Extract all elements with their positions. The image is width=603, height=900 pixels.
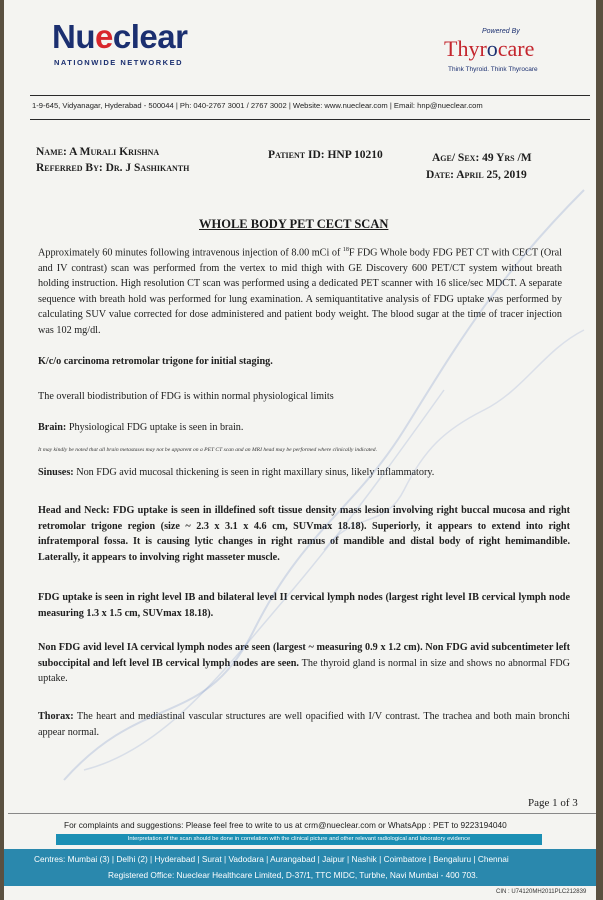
non-avid-nodes-finding: Non FDG avid level IA cervical lymph nodes are seen (largest ~ measuring 0.9 x 1.2 cm). Non FDG avid subcentimeter left suboccipital and left level IB cervical lymph nodes are seen. The thyroid gland is normal in size and shows no abnormal FDG uptake.	[38, 642, 570, 684]
thyrocare-logo: Thyrocare	[444, 36, 535, 61]
thyrocare-tagline: Think Thyroid. Think Thyrocare	[448, 66, 538, 73]
page-number: Page 1 of 3	[528, 797, 578, 809]
sinuses-finding: Sinuses: Non FDG avid mucosal thickening is seen in right maxillary sinus, likely inflammatory.	[38, 467, 435, 478]
brain-note: It may kindly be noted that all brain metastases may not be apparent on a PET CT scan and an MRI head may be performed where clinically indicated.	[38, 447, 377, 453]
referred-by: Referred By: Dr. J Sashikanth	[36, 162, 190, 174]
thorax-finding: Thorax: The heart and mediastinal vascular structures are well opacified with I/V contrast. The trachea and both main bronchi appear normal.	[38, 711, 570, 738]
address-line: 1-9-645, Vidyanagar, Hyderabad - 500044 | Ph: 040-2767 3001 / 2767 3002 | Website: www.nueclear.com | Email: hnp@nueclear.com	[32, 101, 483, 110]
cin-number: CIN : U74120MH2011PLC212839	[496, 889, 587, 895]
header-divider-bottom	[30, 119, 590, 120]
report-title: WHOLE BODY PET CECT SCAN	[199, 217, 389, 231]
patient-id: Patient ID: HNP 10210	[268, 149, 383, 161]
complaints-line: For complaints and suggestions: Please feel free to write to us at crm@nueclear.com or WhatsApp : PET to 9223194040	[64, 820, 507, 830]
centres-list: Centres: Mumbai (3) | Delhi (2) | Hyderabad | Surat | Vadodara | Aurangabad | Jaipur | Nashik | Coimbatore | Bengaluru | Chennai	[34, 854, 509, 864]
age-sex: Age/ Sex: 49 Yrs /M	[432, 152, 532, 164]
procedure-paragraph: Approximately 60 minutes following intravenous injection of 8.00 mCi of $^{18}$F FDG Whole body FDG PET CT with CECT (Oral and IV contrast) scan was performed from the vertex to mid thigh with GE Discovery 600 PET/CT system without breath holding instruction. High resolution CT scan was performed using a dedicated PET scanner with 16 slice/sec MDCT. A separate sequence with breath hold was performed for lung examination. A semiquantitative analysis of FDG uptake was performed by calculating SUV value corrected for dose administered and patient body weight. The blood sugar at the time of tracer injection was 102 mg/dl.	[38, 247, 562, 336]
indication: K/c/o carcinoma retromolar trigone for initial staging.	[38, 356, 273, 367]
logo-subtitle: NATIONWIDE NETWORKED	[54, 58, 184, 67]
footer-divider	[8, 813, 596, 814]
registered-office: Registered Office: Nueclear Healthcare Limited, D-37/1, TTC MIDC, Turbhe, Navi Mumbai - 400 703.	[108, 870, 478, 880]
nodes-finding: FDG uptake is seen in right level IB and bilateral level II cervical lymph nodes (largest right level IB cervical lymph node measuring 1.3 x 1.5 cm, SUVmax 18.18).	[38, 592, 570, 619]
biodistribution: The overall biodistribution of FDG is within normal physiological limits	[38, 391, 334, 402]
report-page	[4, 0, 596, 900]
nueclear-logo: Nueclear	[52, 18, 188, 55]
powered-by-label: Powered By	[482, 28, 520, 35]
header-divider	[30, 95, 590, 96]
brain-finding: Brain: Physiological FDG uptake is seen in brain.	[38, 422, 244, 433]
report-date: Date: April 25, 2019	[426, 169, 527, 181]
interpretation-banner: Interpretation of the scan should be done in correlation with the clinical picture and other relevant radiological and laboratory evidence	[56, 834, 542, 845]
head-neck-finding: Head and Neck: FDG uptake is seen in illdefined soft tissue density mass lesion involving right buccal mucosa and right retromolar trigone region (size ~ 2.3 x 3.1 x 4.6 cm, SUVmax 18.18). Superiorly, it appears to extend into right infratemporal fossa. It is causing lytic changes in right ramus of mandible and distal body of right hemimandible. Laterally, it appears to involving right masseter muscle.	[38, 505, 570, 563]
patient-name: Name: A Murali Krishna	[36, 146, 160, 158]
